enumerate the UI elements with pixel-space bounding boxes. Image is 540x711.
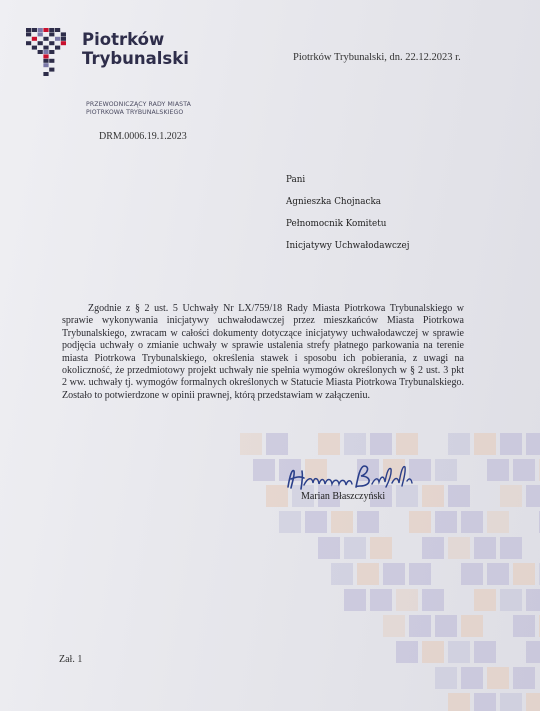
logo-pixel — [43, 54, 48, 58]
pattern-tile — [474, 589, 496, 611]
pattern-tile — [344, 589, 366, 611]
pattern-tile — [500, 537, 522, 559]
pattern-tile — [461, 667, 483, 689]
pattern-tile — [383, 615, 405, 637]
pattern-tile — [487, 511, 509, 533]
logo-pixel — [32, 28, 37, 32]
pattern-tile — [448, 433, 470, 455]
logo-pixel — [32, 46, 37, 50]
logo-pixel — [55, 37, 60, 41]
city-name-line2: Trybunalski — [82, 49, 189, 68]
pattern-tile — [461, 563, 483, 585]
pattern-tile — [253, 459, 275, 481]
pattern-tile — [318, 537, 340, 559]
logo-pixel — [43, 46, 48, 50]
city-logo-wordmark — [82, 30, 189, 68]
pattern-tile — [396, 589, 418, 611]
logo-pixel — [26, 41, 31, 45]
pattern-tile — [448, 693, 470, 711]
pattern-tile — [344, 433, 366, 455]
addressee-role-line2: Inicjatywy Uchwałodawczej — [286, 241, 410, 251]
logo-pixel — [61, 37, 66, 41]
place-and-date: Piotrków Trybunalski, dn. 22.12.2023 r. — [293, 52, 461, 63]
pattern-tile — [331, 511, 353, 533]
attachment-note: Zał. 1 — [59, 654, 83, 665]
city-name-line1: Piotrków — [82, 30, 165, 49]
pattern-tile — [396, 641, 418, 663]
pattern-tile — [435, 615, 457, 637]
addressee-salutation: Pani — [286, 175, 306, 185]
pattern-tile — [500, 589, 522, 611]
pattern-tile — [331, 563, 353, 585]
pattern-tile — [396, 433, 418, 455]
addressee-name: Agnieszka Chojnacka — [286, 197, 382, 207]
pattern-tile — [370, 537, 392, 559]
pattern-tile — [526, 693, 540, 711]
pattern-tile — [474, 433, 496, 455]
office-line1: PRZEWODNICZĄCY RADY MIASTA — [86, 101, 191, 108]
addressee-role-line1: Pełnomocnik Komitetu — [286, 219, 387, 229]
pattern-tile — [279, 511, 301, 533]
reference-number: DRM.0006.19.1.2023 — [99, 131, 187, 142]
pattern-tile — [318, 433, 340, 455]
pattern-tile — [409, 563, 431, 585]
logo-pixel — [38, 41, 43, 45]
logo-pixel — [43, 63, 48, 67]
pattern-tile — [448, 485, 470, 507]
logo-pixel — [49, 68, 54, 72]
pattern-tile — [474, 693, 496, 711]
pattern-tile — [370, 433, 392, 455]
logo-pixel — [38, 28, 43, 32]
pattern-tile — [266, 433, 288, 455]
logo-pixel — [43, 37, 48, 41]
logo-pixel — [38, 50, 43, 54]
pattern-tile — [513, 459, 535, 481]
pattern-tile — [240, 433, 262, 455]
office-line2: PIOTRKOWA TRYBUNALSKIEGO — [86, 109, 184, 116]
logo-pixel — [61, 32, 66, 36]
pattern-tile — [500, 485, 522, 507]
pattern-tile — [461, 615, 483, 637]
pattern-tile — [526, 485, 540, 507]
pattern-tile — [409, 615, 431, 637]
pattern-tile — [487, 563, 509, 585]
pattern-tile — [435, 511, 457, 533]
logo-pixel — [49, 41, 54, 45]
signer-name: Marian Błaszczyński — [301, 491, 386, 502]
pattern-tile — [383, 563, 405, 585]
pattern-tile — [526, 641, 540, 663]
logo-pixel — [26, 28, 31, 32]
pattern-tile — [461, 511, 483, 533]
city-logo-icon — [22, 26, 72, 76]
pattern-tile — [500, 693, 522, 711]
pattern-tile — [500, 433, 522, 455]
pattern-tile — [448, 537, 470, 559]
pattern-tile — [513, 615, 535, 637]
logo-pixel — [49, 50, 54, 54]
pattern-tile — [409, 511, 431, 533]
logo-pixel — [55, 28, 60, 32]
letter-body: Zgodnie z § 2 ust. 5 Uchwały Nr LX/759/18 Rady Miasta Piotrkowa Trybunalskiego w sprawie wykonywania inicjatywy uchwałodawczej przez mieszkańców Miasta Piotrkowa Trybunalskiego, zwracam w całości dokumenty dotyczące inicjatywy uchwałodawczej w sprawie podjęcia uchwały o zmianie uchwały w sprawie ustalenia strefy płatnego parkowania na terenie miasta Piotrkowa Trybunalskiego, określenia stawek i sposobu ich pobierania, z uwagi na okoliczność, że przedmiotowy projekt uchwały nie spełnia wymogów określonych w § 2 ust. 3 pkt 2 ww. uchwały tj. wymogów formalnych określonych w Statucie Miasta Piotrkowa Trybunalskiego. Zostało to potwierdzone w opinii prawnej, którą przedstawiam w załączeniu. — [62, 303, 464, 401]
pattern-tile — [357, 511, 379, 533]
logo-pixel — [43, 59, 48, 63]
pattern-tile — [526, 589, 540, 611]
pattern-tile — [422, 589, 444, 611]
logo-pixel — [38, 32, 43, 36]
pattern-tile — [487, 459, 509, 481]
logo-pixel — [43, 28, 48, 32]
pattern-tile — [435, 667, 457, 689]
sender-office — [86, 101, 191, 117]
logo-pixel — [55, 46, 60, 50]
pattern-tile — [526, 433, 540, 455]
addressee-block — [286, 175, 409, 263]
pattern-tile — [448, 641, 470, 663]
pattern-tile — [344, 537, 366, 559]
pattern-tile — [370, 589, 392, 611]
logo-pixel — [26, 32, 31, 36]
pattern-tile — [474, 641, 496, 663]
pattern-tile — [513, 667, 535, 689]
logo-pixel — [61, 41, 66, 45]
pattern-tile — [305, 511, 327, 533]
pattern-tile — [422, 537, 444, 559]
pattern-tile — [435, 459, 457, 481]
logo-pixel — [43, 72, 48, 76]
pattern-tile — [422, 641, 444, 663]
pattern-tile — [357, 563, 379, 585]
logo-pixel — [32, 37, 37, 41]
pattern-tile — [474, 537, 496, 559]
logo-pixel — [49, 59, 54, 63]
logo-pixel — [43, 50, 48, 54]
pattern-tile — [513, 563, 535, 585]
logo-pixel — [49, 32, 54, 36]
logo-pixel — [49, 28, 54, 32]
pattern-tile — [487, 667, 509, 689]
